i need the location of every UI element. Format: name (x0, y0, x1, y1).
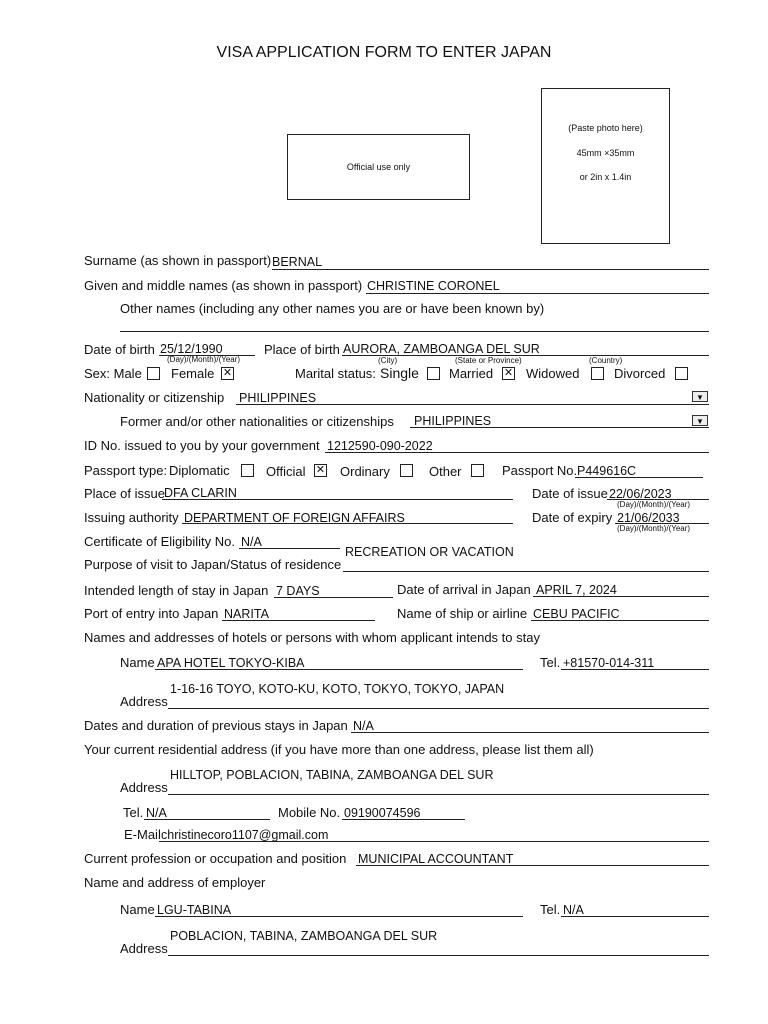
photo-line-3: or 2in x 1.4in (579, 172, 632, 182)
marital-divorced-checkbox[interactable] (675, 367, 688, 380)
id-no-line (325, 452, 709, 453)
date-issue-label: Date of issue (532, 486, 608, 501)
passport-type-label: Passport type: (84, 463, 168, 478)
ship-line (531, 620, 709, 621)
marital-widowed-checkbox[interactable] (591, 367, 604, 380)
profession-value[interactable]: MUNICIPAL ACCOUNTANT (358, 852, 514, 866)
employer-address-line (168, 955, 709, 956)
residence-heading: Your current residential address (if you have more than one address, please list them all) (84, 742, 594, 757)
employer-address-value[interactable]: POBLACION, TABINA, ZAMBOANGA DEL SUR (170, 929, 438, 943)
residence-tel-value[interactable]: N/A (146, 806, 167, 820)
dob-format-hint: (Day)/(Month)/(Year) (167, 355, 241, 364)
pob-city-hint: (City) (378, 356, 398, 365)
pob-label: Place of birth (264, 342, 340, 357)
given-names-value[interactable]: CHRISTINE CORONEL (367, 279, 500, 293)
employer-tel-line (561, 916, 709, 917)
port-value[interactable]: NARITA (224, 607, 269, 621)
photo-line-1: (Paste photo here) (568, 123, 643, 133)
date-issue-value[interactable]: 22/06/2023 (609, 487, 672, 501)
date-expiry-format-hint: (Day)/(Month)/(Year) (617, 524, 691, 533)
port-line (222, 620, 375, 621)
residence-address-label: Address (120, 780, 168, 795)
date-expiry-label: Date of expiry (532, 510, 613, 525)
employer-name-value[interactable]: LGU-TABINA (157, 903, 232, 917)
hotel-address-value[interactable]: 1-16-16 TOYO, KOTO-KU, KOTO, TOKYO, TOKYO, JAPAN (170, 682, 505, 696)
residence-mobile-value[interactable]: 09190074596 (344, 806, 421, 820)
form-title: VISA APPLICATION FORM TO ENTER JAPAN (216, 44, 552, 61)
passport-no-line (575, 477, 703, 478)
sex-male-checkbox[interactable] (147, 367, 160, 380)
former-nationality-value[interactable]: PHILIPPINES (414, 414, 492, 428)
marital-label: Marital status: (295, 366, 376, 381)
passport-ordinary-checkbox[interactable] (400, 464, 413, 477)
marital-married-label: Married (449, 366, 494, 381)
place-issue-label: Place of issue (84, 486, 165, 501)
stay-line (274, 597, 393, 598)
id-no-label: ID No. issued to you by your government (84, 438, 320, 453)
marital-married-checkbox[interactable]: ✕ (503, 367, 514, 379)
former-nationality-label: Former and/or other nationalities or citizenships (120, 414, 394, 429)
place-issue-line (162, 499, 513, 500)
pob-country-hint: (Country) (589, 356, 623, 365)
ship-label: Name of ship or airline (397, 606, 528, 621)
arrival-line (533, 596, 709, 597)
hotels-heading: Names and addresses of hotels or persons with whom applicant intends to stay (84, 630, 540, 645)
passport-ordinary-label: Ordinary (340, 464, 390, 479)
coe-value[interactable]: N/A (241, 535, 262, 549)
date-expiry-value[interactable]: 21/06/2033 (617, 511, 680, 525)
residence-email-line (159, 841, 709, 842)
stay-value[interactable]: 7 DAYS (276, 584, 320, 598)
nationality-dropdown-icon[interactable]: ▼ (692, 391, 708, 402)
hotel-name-line (155, 669, 523, 670)
authority-line (182, 523, 513, 524)
employer-heading: Name and address of employer (84, 875, 266, 890)
other-names-label: Other names (including any other names you are or have been known by) (120, 301, 545, 316)
passport-diplomatic-label: Diplomatic (169, 463, 230, 478)
hotel-tel-line (561, 669, 709, 670)
surname-label: Surname (as shown in passport) (84, 253, 272, 268)
purpose-line (343, 571, 709, 572)
employer-name-label: Name (120, 902, 155, 917)
date-issue-format-hint: (Day)/(Month)/(Year) (617, 500, 691, 509)
marital-widowed-label: Widowed (526, 366, 580, 381)
residence-tel-label: Tel. (123, 805, 144, 820)
residence-address-line (168, 794, 709, 795)
residence-address-value[interactable]: HILLTOP, POBLACION, TABINA, ZAMBOANGA DEL SUR (170, 768, 494, 782)
hotel-name-value[interactable]: APA HOTEL TOKYO-KIBA (157, 656, 305, 670)
surname-value[interactable]: BERNAL (272, 255, 323, 269)
authority-label: Issuing authority (84, 510, 179, 525)
prev-stays-value[interactable]: N/A (353, 719, 374, 733)
id-no-value[interactable]: 1212590-090-2022 (327, 439, 433, 453)
marital-divorced-label: Divorced (614, 366, 666, 381)
employer-name-line (155, 916, 523, 917)
hotel-name-label: Name (120, 655, 155, 670)
passport-other-label: Other (429, 464, 462, 479)
passport-other-checkbox[interactable] (471, 464, 484, 477)
residence-tel-line (144, 819, 270, 820)
residence-mobile-label: Mobile No. (278, 805, 341, 820)
residence-mobile-line (342, 819, 465, 820)
hotel-tel-value[interactable]: +81570-014-311 (563, 656, 655, 670)
marital-single-label: Single (380, 365, 419, 381)
nationality-label: Nationality or citizenship (84, 390, 225, 405)
prev-stays-line (351, 732, 709, 733)
dob-value[interactable]: 25/12/1990 (160, 342, 223, 356)
pob-value[interactable]: AURORA, ZAMBOANGA DEL SUR (343, 342, 540, 356)
profession-line (356, 865, 709, 866)
official-use-box (287, 134, 470, 200)
employer-tel-value[interactable]: N/A (563, 903, 584, 917)
sex-female-checkbox[interactable]: ✕ (222, 367, 233, 379)
former-nationality-dropdown-icon[interactable]: ▼ (692, 415, 708, 426)
surname-line (272, 269, 709, 270)
sex-label: Sex: Male (84, 366, 142, 381)
port-label: Port of entry into Japan (84, 606, 219, 621)
former-nationality-line (410, 427, 709, 428)
employer-tel-label: Tel. (540, 902, 561, 917)
passport-no-label: Passport No. (502, 463, 578, 478)
photo-line-2: 45mm ×35mm (576, 148, 635, 158)
given-names-label: Given and middle names (as shown in passport) (84, 278, 363, 293)
passport-diplomatic-checkbox[interactable] (241, 464, 254, 477)
arrival-label: Date of arrival in Japan (397, 582, 531, 597)
nationality-value[interactable]: PHILIPPINES (239, 391, 317, 405)
given-names-line (366, 293, 709, 294)
hotel-address-label: Address (120, 694, 168, 709)
authority-value[interactable]: DEPARTMENT OF FOREIGN AFFAIRS (184, 511, 405, 525)
photo-box (541, 88, 670, 244)
passport-official-label: Official (266, 464, 306, 479)
profession-label: Current profession or occupation and position (84, 851, 347, 866)
hotel-address-line (168, 708, 709, 709)
purpose-label: Purpose of visit to Japan/Status of residence (84, 557, 342, 572)
pob-state-hint: (State or Province) (455, 356, 522, 365)
place-issue-value[interactable]: DFA CLARIN (164, 486, 237, 500)
passport-official-checkbox[interactable]: ✕ (315, 464, 326, 476)
arrival-value[interactable]: APRIL 7, 2024 (536, 583, 617, 597)
prev-stays-label: Dates and duration of previous stays in Japan (84, 718, 348, 733)
residence-email-label: E-Mail (124, 827, 161, 842)
official-use-label: Official use only (346, 162, 411, 172)
coe-line (239, 548, 340, 549)
hotel-tel-label: Tel. (540, 655, 561, 670)
sex-female-label: Female (171, 366, 215, 381)
marital-single-checkbox[interactable] (427, 367, 440, 380)
residence-email-value[interactable]: christinecoro1107@gmail.com (161, 828, 329, 842)
purpose-value[interactable]: RECREATION OR VACATION (345, 545, 514, 559)
nationality-line (236, 404, 709, 405)
employer-address-label: Address (120, 941, 168, 956)
stay-label: Intended length of stay in Japan (84, 583, 269, 598)
dob-label: Date of birth (84, 342, 155, 357)
coe-label: Certificate of Eligibility No. (84, 534, 235, 549)
passport-no-value[interactable]: P449616C (577, 464, 637, 478)
ship-value[interactable]: CEBU PACIFIC (533, 607, 620, 621)
other-names-line (120, 331, 709, 332)
